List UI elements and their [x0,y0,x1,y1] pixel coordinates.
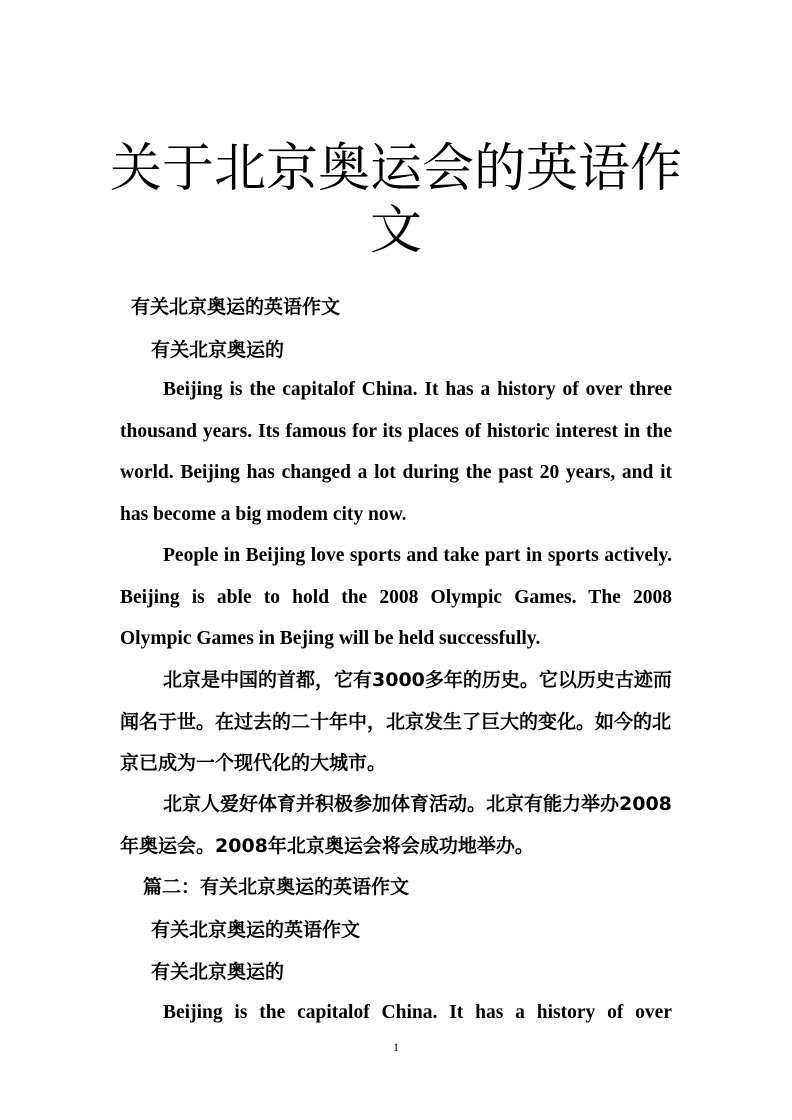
page-number: 1 [393,1040,399,1054]
section-2-heading: 篇二：有关北京奥运的英语作文 [143,876,410,898]
section-2-subheading-2: 有关北京奥运的 [151,961,285,983]
section-2-subheading-1: 有关北京奥运的英语作文 [151,919,361,941]
english-paragraph-1: Beijing is the capitalof China. It has a history of over three thousand years. Its famous for its places of historic interest in the world. Beijing has changed a lot during the past 20 years, and it has become a big modem city now. [120,379,672,525]
chinese-paragraph-2: 北京人爱好体育并积极参加体育活动。北京有能力举办2008年奥运会。2008年北京奥运会将会成功地举办。 [120,793,672,857]
subheading-2: 有关北京奥运的 [151,339,285,361]
section-2-paragraph-start: Beijing is the capitalof China. It has a history of over [163,1002,672,1023]
chinese-paragraph-1: 北京是中国的首都，它有3000多年的历史。它以历史古迹而闻名于世。在过去的二十年中，北京发生了巨大的变化。如今的北京已成为一个现代化的大城市。 [120,669,672,774]
document-title: 关于北京奥运会的英语作文 [109,139,682,261]
english-paragraph-2: People in Beijing love sports and take part in sports actively. Beijing is able to hold the 2008 Olympic Games. The 2008 Olympic Games in Bejing will be held successfully. [120,545,672,649]
subheading-1: 有关北京奥运的英语作文 [131,296,341,318]
